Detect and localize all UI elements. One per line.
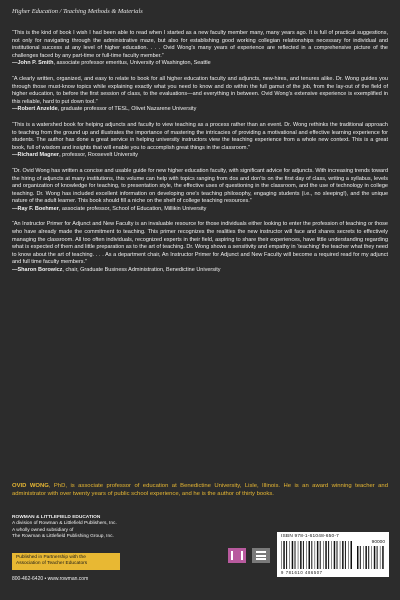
barcode-bar xyxy=(315,541,316,569)
publisher-line: A wholly owned subsidiary of xyxy=(12,527,74,533)
partnership-line: Published in Partnership with the xyxy=(16,555,86,560)
barcode-bar xyxy=(311,541,312,569)
barcode-bar xyxy=(340,541,341,569)
barcode-bar xyxy=(363,546,364,569)
attribution-name: —Robert Anzelde xyxy=(12,106,58,113)
barcode-bar xyxy=(342,541,344,569)
endorsement-quote xyxy=(12,30,388,68)
endorsement-quote xyxy=(12,168,388,214)
attribution-affiliation: , associate professor emeritus, University of Washington, Seattle xyxy=(53,60,211,67)
barcode-bar xyxy=(289,541,290,569)
barcode-bar xyxy=(295,541,296,569)
barcode-bar xyxy=(325,541,327,569)
barcode-bar xyxy=(281,541,282,569)
isbn-label: ISBN 978-1-61048-650-7 xyxy=(281,534,339,539)
barcode-bar xyxy=(382,546,384,569)
quote-text: “Dr. Ovid Wong has written a concise and usable guide for new higher education faculty, with significant advice for adjuncts. With increasing trends toward the hiring of adjuncts at many institutions, this volume can help with topics ranging from dos and don’ts on the first day of class, writing a syllabus, levels and organization of knowledge for teaching, to presentation style, the effective uses of questioning in the classroom, and the use of technology in college teaching. Dr. Wong has included excellent information on developing one’s teaching philosophy, engaging students (i.e., no sleeping!), and the unique nature of the adult learner. This book should fill a niche on the shelf of college teaching resources.” xyxy=(12,167,388,205)
barcode-bar xyxy=(374,546,376,569)
barcode-bar xyxy=(298,541,299,569)
author-name: OVID WONG xyxy=(12,483,49,489)
isbn-barcode xyxy=(277,532,389,577)
barcode-bar xyxy=(300,541,302,569)
endorsement-quote xyxy=(12,221,388,274)
publisher-info xyxy=(12,515,117,541)
barcode-bar xyxy=(292,541,294,569)
barcode-bar xyxy=(345,541,346,569)
quote-attribution xyxy=(12,60,211,66)
association-logo-icon xyxy=(252,548,270,563)
barcode-bar xyxy=(306,541,307,569)
barcode-bar xyxy=(320,541,321,569)
attribution-name: —Sharon Borowicz xyxy=(12,267,63,274)
barcode-icon xyxy=(281,541,353,569)
category-label: Higher Education / Teaching Methods & Materials xyxy=(12,8,143,15)
quote-attribution xyxy=(12,106,196,112)
attribution-affiliation: , chair, Graduate Business Administration, Benedictine University xyxy=(62,267,221,274)
publisher-title: ROWMAN & LITTLEFIELD EDUCATION xyxy=(12,515,101,520)
quote-attribution xyxy=(12,152,138,158)
price-code: 90000 xyxy=(371,540,385,545)
barcode-bar xyxy=(328,541,329,569)
barcode-bar xyxy=(286,541,287,569)
endorsement-quote xyxy=(12,76,388,114)
barcode-bar xyxy=(360,546,361,569)
barcode-bar xyxy=(372,546,373,569)
barcode-bar xyxy=(337,541,338,569)
attribution-affiliation: , graduate professor of TESL, Olivet Nazarene University xyxy=(57,106,197,113)
barcode-bar xyxy=(365,546,367,569)
publisher-line: The Rowman & Littlefield Publishing Group, Inc. xyxy=(12,534,114,540)
quote-text: “An Instructor Primer for Adjunct and New Faculty is an invaluable resource for those individuals either looking to enter the profession of teaching or those who have already made the commitment to teaching. This primer recognizes the realities the new instructor will face and shares secrets to effectively managing the classroom. All too often individuals, recognized experts in their field, aspiring to share their experiences, have little understanding regarding what is expected of them and little preparation as to the art of teaching. Dr. Wong shows a sensitivity and empathy in ‘teaching’ the teacher what they need to know about the art of teaching. . . . As a department chair, An Instructor Primer for Adjunct and New Faculty will become a required read for my adjunct and full time faculty members.” xyxy=(12,221,388,266)
publisher-line: A division of Rowman & Littlefield Publishers, Inc. xyxy=(12,521,117,527)
publisher-logos xyxy=(228,548,270,563)
barcode-bar xyxy=(368,546,369,569)
partnership-line: Association of Teacher Educators xyxy=(16,561,88,566)
isbn-digits: 9 781610 486507 xyxy=(281,570,323,575)
barcode-bar xyxy=(283,541,285,569)
quote-attribution xyxy=(12,267,220,273)
barcode-bar xyxy=(380,546,381,569)
barcode-bar xyxy=(357,546,359,569)
partnership-badge xyxy=(12,553,120,570)
author-bio xyxy=(12,482,388,498)
barcode-bar xyxy=(317,541,319,569)
barcode-bar xyxy=(331,541,332,569)
endorsement-quote xyxy=(12,122,388,160)
barcode-bar xyxy=(348,541,349,569)
barcode-bar xyxy=(334,541,336,569)
barcode-bar xyxy=(309,541,311,569)
barcode-bar xyxy=(323,541,324,569)
endorsements xyxy=(12,30,388,275)
quote-text: “A clearly written, organized, and easy to relate to book for all higher education faculty and adjuncts, new-hires, and tenures alike. Dr. Wong guides you through those must-know topics while explaining exactly what you need to know and do within the full gamut of the job, from the lay-out of the field of higher education, to before the first session of class, to the evaluations—and everything in between. Ovid Wong’s extensive experience is exemplified in this reliable, hard to put down tool.” xyxy=(12,75,388,105)
quote-attribution xyxy=(12,206,206,212)
barcode-bar xyxy=(351,541,353,569)
price-barcode-icon xyxy=(357,546,385,569)
quote-text: “This is a watershed book for helping adjuncts and faculty to view teaching as a process rather than an event. Dr. Wong rethinks the traditional approach to teaching from the ground up and illustrates the importance of mastering the intricacies of providing a motivational and effective learning experience for students. The author has done a great service in helping university instructors view the teaching experience from a whole new context. This is a great book, full of wisdom and insights that will enable you to accomplish great things in the classroom.” xyxy=(12,121,388,151)
publisher-contact: 800-462-6420 • www.rowman.com xyxy=(12,576,89,582)
barcode-bar xyxy=(377,546,378,569)
author-bio-text: , PhD, is associate professor of education at Benedictine University, Lisle, Illinois. He is an award winning teacher and administrator with over twenty years of public school experience, and he is the author of thirty books. xyxy=(12,483,388,497)
attribution-affiliation: , associate professor, School of Education, Millikin University xyxy=(58,205,207,212)
attribution-affiliation: , professor, Roosevelt University xyxy=(59,152,138,159)
attribution-name: —Richard Magner xyxy=(12,152,60,159)
quote-text: “This is the kind of book I wish I had been able to read when I started as a new faculty member many, many years ago. It is full of practical suggestions, not only for navigating through the administrative maze, but also for establishing good working collegian relationships necessary for individual and institutional success at any level of higher education. . . . Ovid Wong’s many years of experience are reflected in a comprehensive picture of the challenges faced by any part-time or full-time faculty member.” xyxy=(12,30,388,59)
barcode-bar xyxy=(303,541,304,569)
attribution-name: —Ray F. Boehmer xyxy=(12,205,59,212)
attribution-name: —John P. Smith xyxy=(12,60,54,67)
publisher-logo-icon xyxy=(228,548,246,563)
